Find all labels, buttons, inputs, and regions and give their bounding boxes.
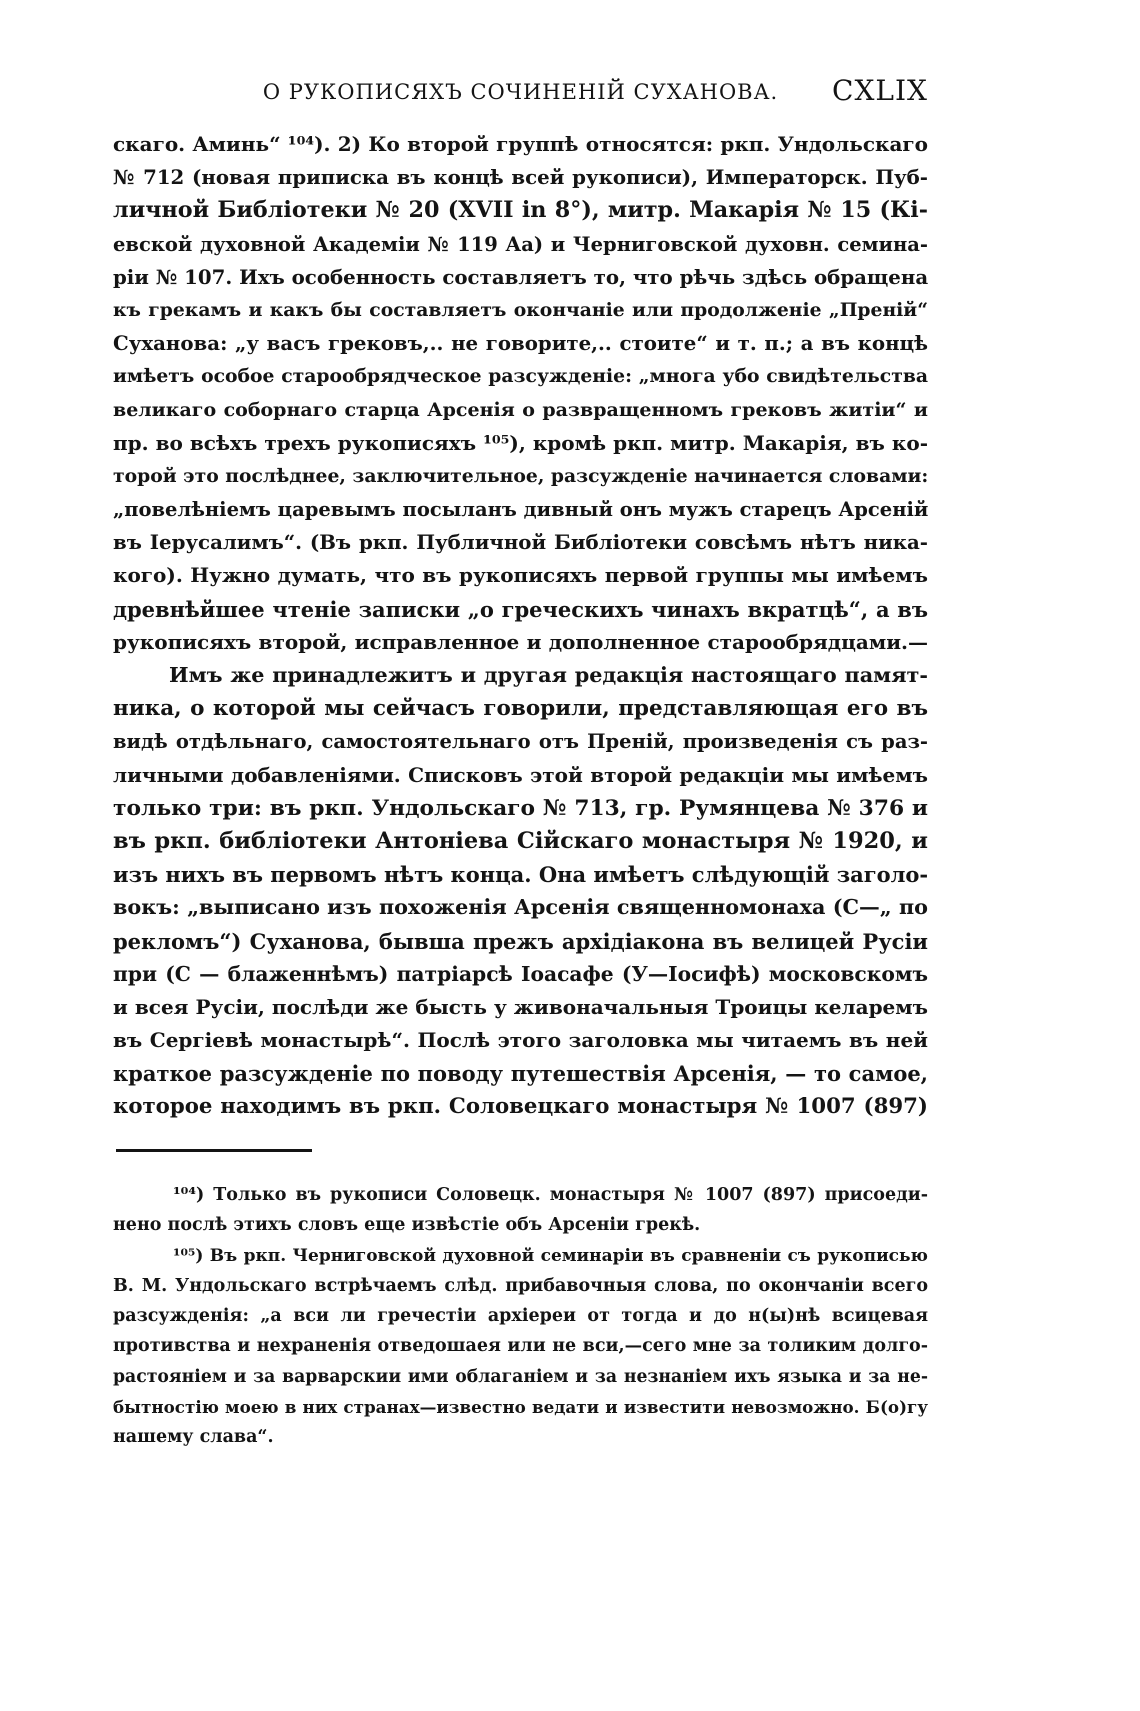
page-number: CXLIX — [832, 74, 928, 107]
body-line: № 712 (новая приписка въ концѣ всей рукописи), Императорск. Пуб- — [113, 165, 928, 190]
body-line: краткое разсужденіе по поводу путешествія Арсенія, — то самое, — [113, 1061, 928, 1087]
footnotes — [113, 1180, 928, 1453]
footnote-line: бытностію моею в них странах—известно ведати и известити невозможно. Б(о)гу — [113, 1397, 928, 1418]
body-line: при (С — блаженнѣмъ) патріарсѣ Іоасафе (У—Іосифѣ) московскомъ — [113, 961, 928, 986]
body-line: которое находимъ въ ркп. Соловецкаго монастыря № 1007 (897) — [113, 1094, 928, 1120]
body-line: скаго. Аминь“ ¹⁰⁴). 2) Ко второй группѣ относятся: ркп. Ундольскаго — [113, 132, 928, 156]
body-line: рекломъ“) Суханова, бывша прежъ архідіакона въ велицей Русіи — [113, 928, 928, 954]
running-title: О РУКОПИСЯХЪ СОЧИНЕНІЙ СУХАНОВА. — [262, 80, 779, 104]
body-line: въ Сергіевѣ монастырѣ“. Послѣ этого заголовка мы читаемъ въ ней — [113, 1028, 928, 1053]
body-text — [113, 128, 928, 1124]
body-line: великаго соборнаго старца Арсенія о развращенномъ грековъ житіи“ и — [113, 398, 928, 421]
body-line: ника, о которой мы сейчасъ говорили, представляющая его въ — [113, 696, 928, 722]
body-line: личными добавленіями. Списковъ этой второй редакціи мы имѣемъ — [113, 762, 928, 787]
footnote-line: нашему слава“. — [113, 1427, 274, 1448]
body-line: изъ нихъ въ первомъ нѣтъ конца. Она имѣетъ слѣдующій заголо- — [113, 862, 929, 888]
footnote-line: ¹⁰⁵) Въ ркп. Черниговской духовной семинаріи въ сравненіи съ рукописью — [173, 1245, 928, 1266]
body-line: въ ркп. библіотеки Антоніева Сійскаго монастыря № 1920, и — [113, 827, 928, 854]
footnote-separator — [116, 1149, 312, 1152]
footnote-line: растояніем и за варварскии ими облаганіем и за незнаніем ихъ языка и за не- — [113, 1366, 928, 1387]
body-line: „повелѣніемъ царевымъ посыланъ дивный онъ мужъ старецъ Арсеній — [113, 498, 929, 522]
body-line: имѣетъ особое старообрядческое разсужденіе: „многа убо свидѣтельства — [113, 365, 928, 388]
footnote-line: ¹⁰⁴) Только въ рукописи Соловецк. монастыря № 1007 (897) присоеди- — [173, 1185, 928, 1205]
body-line: въ Іерусалимъ“. (Въ ркп. Публичной Библіотеки совсѣмъ нѣтъ ника- — [113, 530, 928, 555]
footnote-line: противства и нехраненія отведошаея или не вси,—сего мне за толиким долго- — [113, 1336, 928, 1357]
body-line: пр. во всѣхъ трехъ рукописяхъ ¹⁰⁵), кромѣ ркп. митр. Макарія, въ ко- — [113, 430, 928, 455]
body-line: кого). Нужно думать, что въ рукописяхъ первой группы мы имѣемъ — [113, 563, 928, 588]
body-line: къ грекамъ и какъ бы составляетъ окончаніе или продолженіе „Преній“ — [113, 298, 928, 321]
footnote-line: разсужденія: „а вси ли гречестіи архіереи от тогда и до н(ы)нѣ всицевая — [113, 1306, 928, 1327]
body-line: видѣ отдѣльнаго, самостоятельнаго отъ Преній, произведенія съ раз- — [113, 730, 928, 754]
body-line: рукописяхъ второй, исправленное и дополненное старообрядцами.— — [113, 629, 928, 654]
body-line: Имъ же принадлежитъ и другая редакція настоящаго памят- — [169, 663, 928, 687]
running-head — [113, 72, 928, 112]
body-line: евской духовной Академіи № 119 Аа) и Черниговской духовн. семина- — [113, 232, 928, 256]
body-line: личной Библіотеки № 20 (XVII in 8°), митр. Макарія № 15 (Кі- — [113, 197, 928, 224]
body-line: и всея Русіи, послѣди же бысть у живоначальныя Троицы келаремъ — [113, 994, 928, 1019]
body-line: только три: въ ркп. Ундольскаго № 713, гр. Румянцева № 376 и — [113, 795, 928, 821]
footnote-line: нено послѣ этихъ словъ еще извѣстіе объ Арсеніи грекѣ. — [113, 1215, 701, 1236]
body-line: вокъ: „выписано изъ похоженія Арсенія священномонаха (С—„ по — [113, 895, 928, 920]
body-line: древнѣйшее чтеніе записки „о греческихъ чинахъ вкратцѣ“, а въ — [113, 596, 928, 622]
body-line: ріи № 107. Ихъ особенность составляетъ то, что рѣчь здѣсь обращена — [113, 264, 929, 289]
body-line: Суханова: „у васъ грековъ,.. не говорите,.. стоите“ и т. п.; а въ концѣ — [113, 331, 928, 356]
footnote-line: В. М. Ундольскаго встрѣчаемъ слѣд. прибавочныя слова, по окончаніи всего — [113, 1275, 928, 1296]
body-line: торой это послѣднее, заключительное, разсужденіе начинается словами: — [113, 464, 929, 487]
